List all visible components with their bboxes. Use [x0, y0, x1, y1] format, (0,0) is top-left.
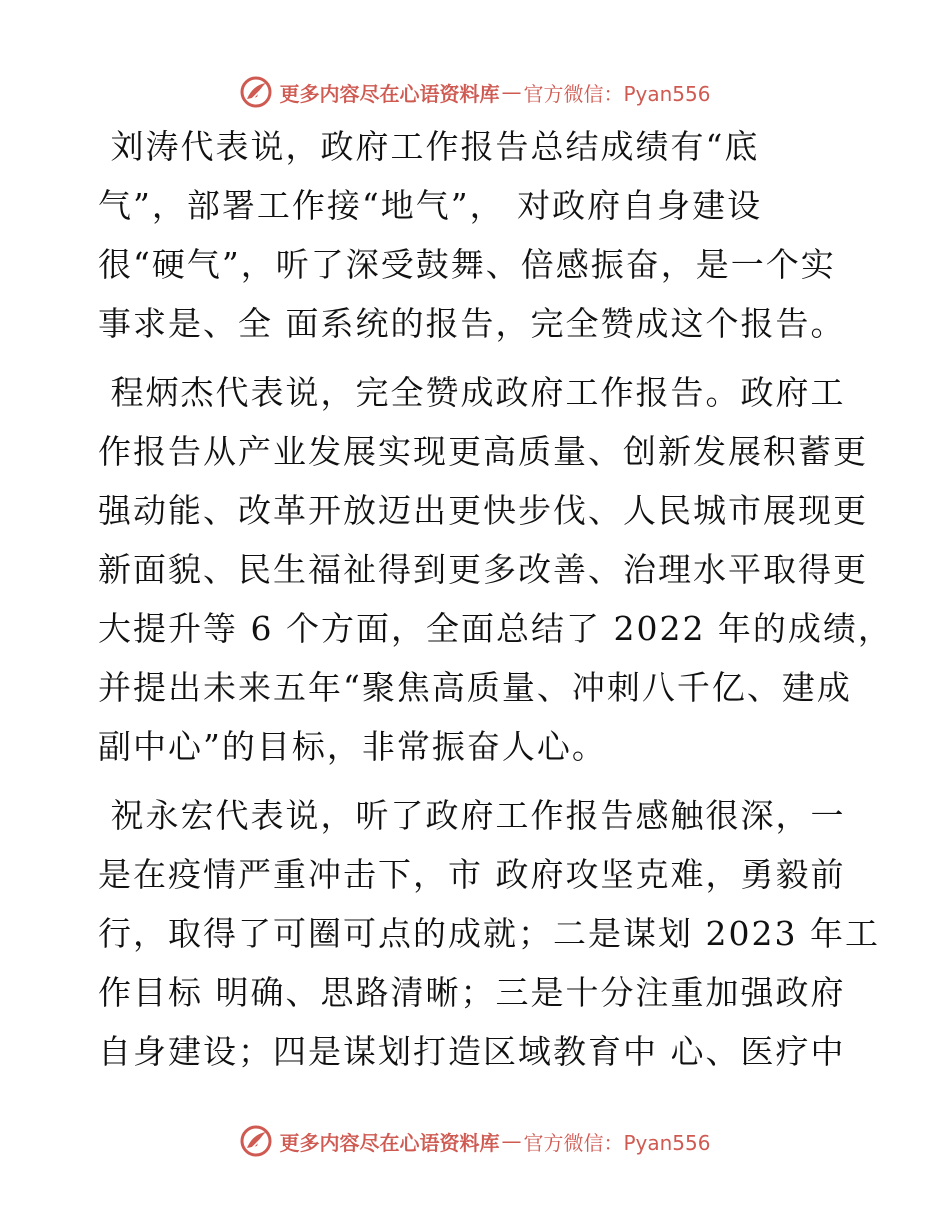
footer-site-text: 更多内容尽在心语资料库 — [279, 1130, 500, 1155]
header-site-text: 更多内容尽在心语资料库 — [279, 81, 500, 106]
text-line: 作目标 明确、思路清晰；三是十分注重加强政府 — [98, 973, 846, 1012]
paragraph-zhu-yonghong — [98, 786, 880, 1081]
text-line: 副中心”的目标，非常振奋人心。 — [98, 727, 607, 766]
text-line: 气”，部署工作接“地气”， 对政府自身建设 — [98, 186, 763, 225]
footer-contact-text: 官方微信：Pyan556 — [523, 1130, 711, 1155]
footer-banner — [0, 1121, 950, 1161]
brand-logo-icon — [239, 1124, 273, 1158]
text-line: 祝永宏代表说，听了政府工作报告感触很深，一 — [98, 796, 846, 835]
text-line: 很“硬气”，听了深受鼓舞、倍感振奋，是一个实 — [98, 245, 836, 284]
header-separator: — — [501, 80, 522, 104]
text-line: 新面貌、民生福祉得到更多改善、治理水平取得更 — [98, 550, 868, 589]
paragraph-cheng-bingjie — [98, 363, 893, 776]
text-line: 自身建设；四是谋划打造区域教育中 心、医疗中 — [98, 1032, 846, 1071]
brand-logo-icon — [239, 75, 273, 109]
text-line: 是在疫情严重冲击下，市 政府攻坚克难，勇毅前 — [98, 855, 846, 894]
header-banner — [0, 72, 950, 112]
paragraph-liu-tao — [98, 117, 868, 353]
text-line: 刘涛代表说，政府工作报告总结成绩有“底 — [98, 127, 760, 166]
document-body — [98, 117, 893, 1091]
text-line: 程炳杰代表说，完全赞成政府工作报告。政府工 — [98, 373, 846, 412]
text-line: 作报告从产业发展实现更高质量、创新发展积蓄更 — [98, 432, 868, 471]
text-line: 大提升等 6 个方面，全面总结了 2022 年的成绩， — [98, 609, 893, 648]
text-line: 事求是、全 面系统的报告，完全赞成这个报告。 — [98, 304, 846, 343]
footer-separator: — — [501, 1129, 522, 1153]
text-line: 并提出未来五年“聚焦高质量、冲刺八千亿、建成 — [98, 668, 852, 707]
header-contact-text: 官方微信：Pyan556 — [523, 81, 711, 106]
text-line: 行，取得了可圈可点的成就；二是谋划 2023 年工 — [98, 914, 880, 953]
text-line: 强动能、改革开放迈出更快步伐、人民城市展现更 — [98, 491, 868, 530]
